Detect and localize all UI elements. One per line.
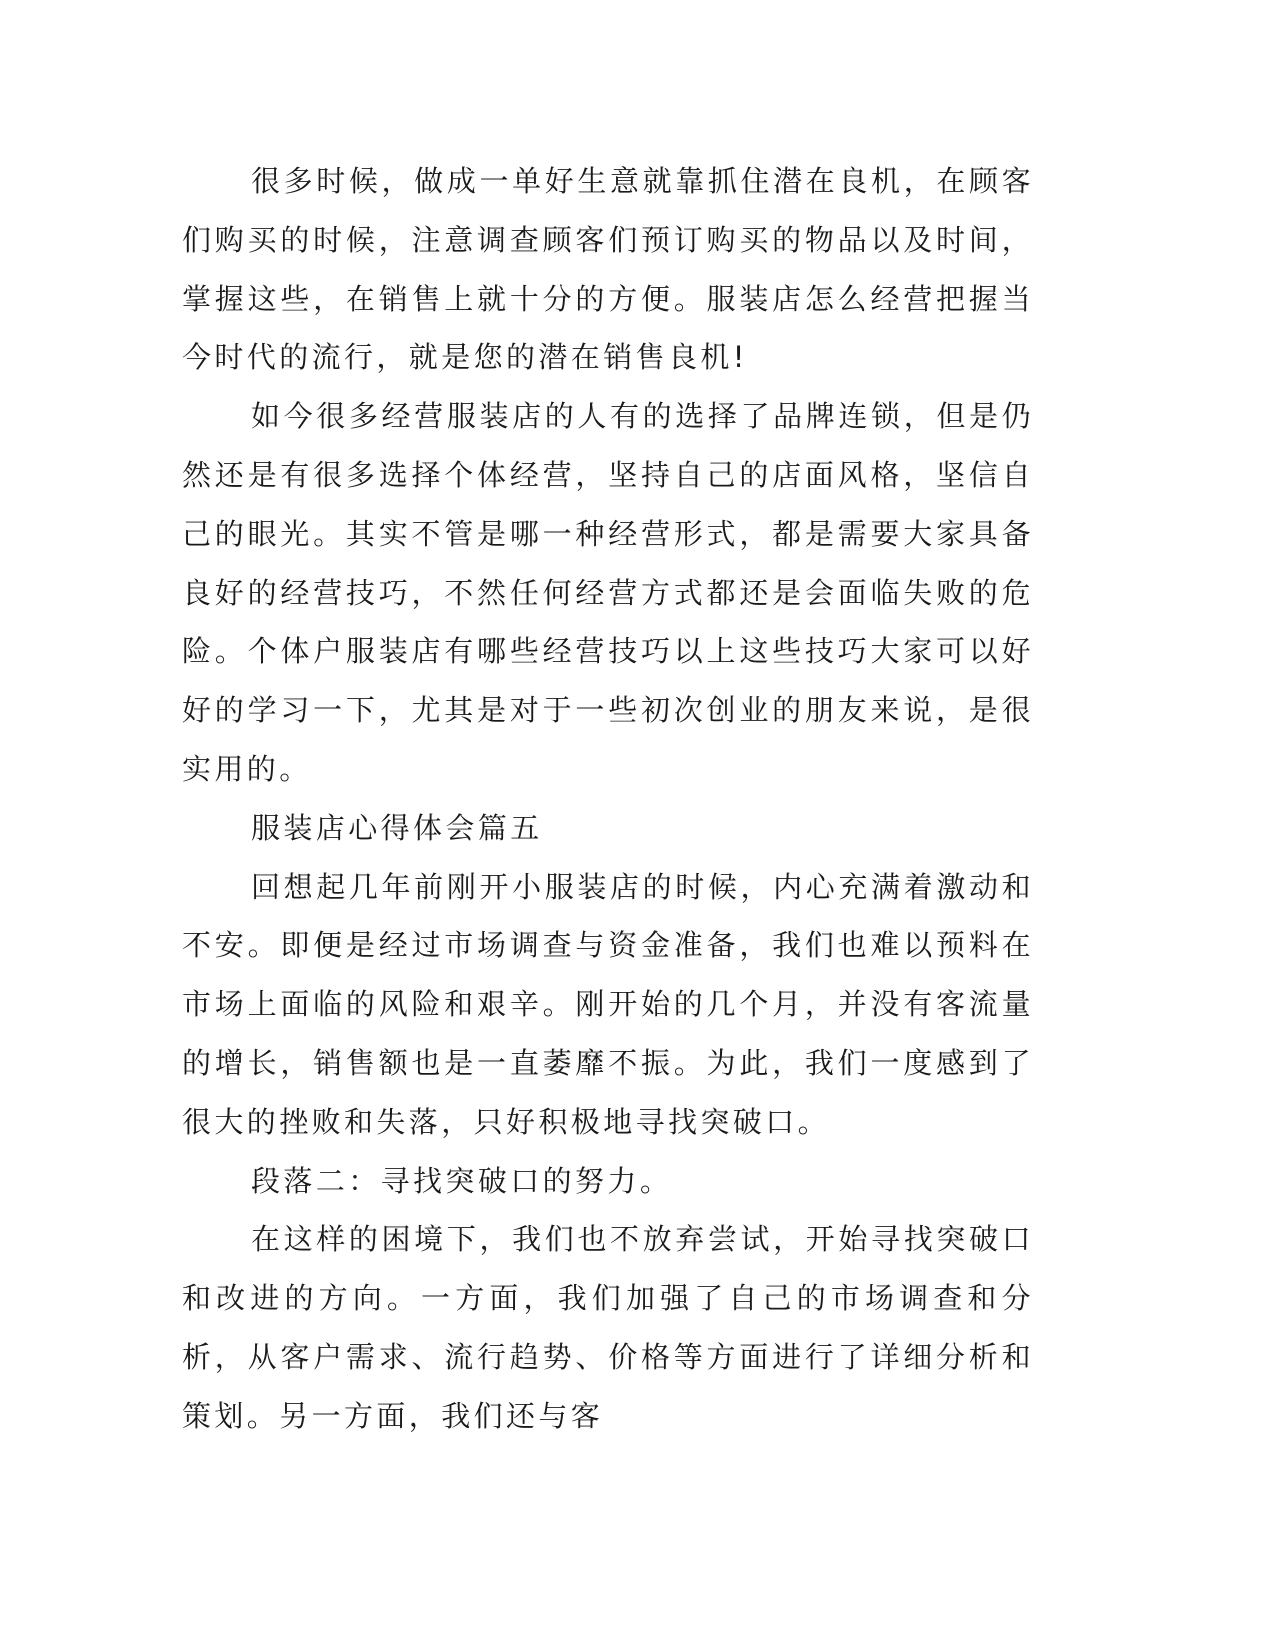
paragraph-business-style: 如今很多经营服装店的人有的选择了品牌连锁，但是仍然还是有很多选择个体经营，坚持自己的店面风格，坚信自己的眼光。其实不管是哪一种经营形式，都是需要大家具备良好的经营技巧，不然任何经营方式都还是会面临失败的危险。个体户服装店有哪些经营技巧以上这些技巧大家可以好好的学习一下，尤其是对于一些初次创业的朋友来说，是很实用的。: [182, 399, 1034, 786]
paragraph-early-days: 回想起几年前刚开小服装店的时候，内心充满着激动和不安。即便是经过市场调查与资金准备，我们也难以预料在市场上面临的风险和艰辛。刚开始的几个月，并没有客流量的增长，销售额也是一直萎靡不振。为此，我们一度感到了很大的挫败和失落，只好积极地寻找突破口。: [182, 869, 1034, 1139]
document-body: [182, 152, 1034, 1446]
subsection-heading: 段落二：寻找突破口的努力。: [251, 1163, 673, 1198]
paragraph-opportunity: 很多时候，做成一单好生意就靠抓住潜在良机，在顾客们购买的时候，注意调查顾客们预订购买的物品以及时间，掌握这些，在销售上就十分的方便。服装店怎么经营把握当今时代的流行，就是您的潜在销售良机!: [182, 164, 1034, 375]
paragraph-breakthrough: 在这样的困境下，我们也不放弃尝试，开始寻找突破口和改进的方向。一方面，我们加强了自己的市场调查和分析，从客户需求、流行趋势、价格等方面进行了详细分析和策划。另一方面，我们还与客: [182, 1222, 1034, 1433]
section-heading: 服装店心得体会篇五: [251, 810, 543, 845]
